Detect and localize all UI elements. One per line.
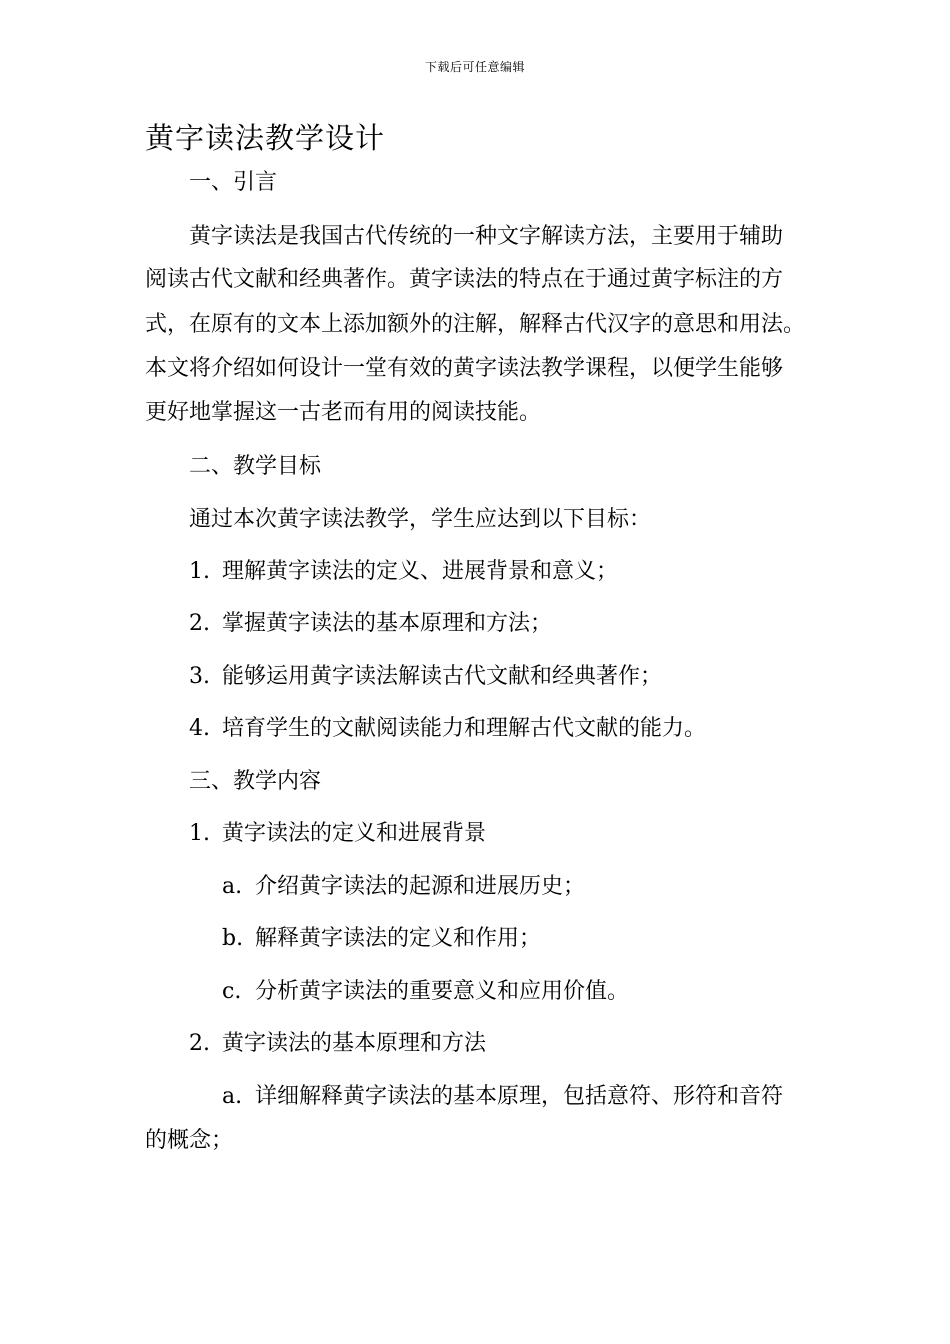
subitem-text: 详细解释黄字读法的基本原理，包括意符、形符和音符 (255, 1084, 784, 1109)
document-title: 黄字读法教学设计 (145, 121, 386, 155)
subitem-letter: b. (222, 926, 244, 951)
goal-number: 1. (189, 559, 210, 584)
subitem-text: 分析黄字读法的重要意义和应用价值。 (255, 979, 630, 1004)
content-subitem (222, 924, 541, 954)
content-number: 1. (189, 821, 210, 846)
goal-text: 理解黄字读法的定义、进展背景和意义； (222, 559, 619, 584)
goal-text: 掌握黄字读法的基本原理和方法； (222, 611, 553, 636)
subitem-text: 介绍黄字读法的起源和进展历史； (255, 874, 586, 899)
intro-paragraph-line: 本文将介绍如何设计一堂有效的黄字读法教学课程，以便学生能够 (145, 356, 784, 381)
section-heading-content: 三、教学内容 (189, 769, 322, 794)
content-subitem (222, 977, 629, 1007)
subitem-letter: a. (222, 1084, 243, 1109)
section-heading-intro: 一、引言 (189, 170, 278, 195)
subitem-text: 解释黄字读法的定义和作用； (255, 926, 542, 951)
intro-paragraph-line: 更好地掌握这一古老而有用的阅读技能。 (145, 400, 542, 425)
goals-intro: 通过本次黄字读法教学，学生应达到以下目标： (189, 507, 652, 532)
goal-item (189, 609, 552, 639)
subitem-letter: c. (222, 979, 242, 1004)
goal-item (189, 557, 618, 587)
goal-number: 4. (189, 716, 210, 741)
content-subitem (222, 872, 585, 902)
goal-number: 3. (189, 664, 210, 689)
section-heading-goals: 二、教学目标 (189, 454, 322, 479)
page-header-note: 下载后可任意编辑 (424, 60, 525, 74)
goal-text: 能够运用黄字读法解读古代文献和经典著作； (222, 664, 663, 689)
intro-paragraph-line: 式，在原有的文本上添加额外的注解，解释古代汉字的意思和用法。 (145, 312, 806, 337)
subitem-letter: a. (222, 874, 243, 899)
subitem-continuation: 的概念； (145, 1128, 234, 1153)
goal-item (189, 714, 706, 744)
content-text: 黄字读法的定义和进展背景 (222, 821, 487, 846)
content-item (189, 819, 486, 849)
goal-text: 培育学生的文献阅读能力和理解古代文献的能力。 (222, 716, 707, 741)
goal-item (189, 662, 662, 692)
goal-number: 2. (189, 611, 210, 636)
content-text: 黄字读法的基本原理和方法 (222, 1031, 487, 1056)
intro-paragraph-line: 阅读古代文献和经典著作。黄字读法的特点在于通过黄字标注的方 (145, 267, 784, 292)
intro-paragraph-line: 黄字读法是我国古代传统的一种文字解读方法，主要用于辅助 (189, 224, 784, 249)
content-item (189, 1029, 486, 1059)
content-subitem (222, 1082, 783, 1112)
content-number: 2. (189, 1031, 210, 1056)
